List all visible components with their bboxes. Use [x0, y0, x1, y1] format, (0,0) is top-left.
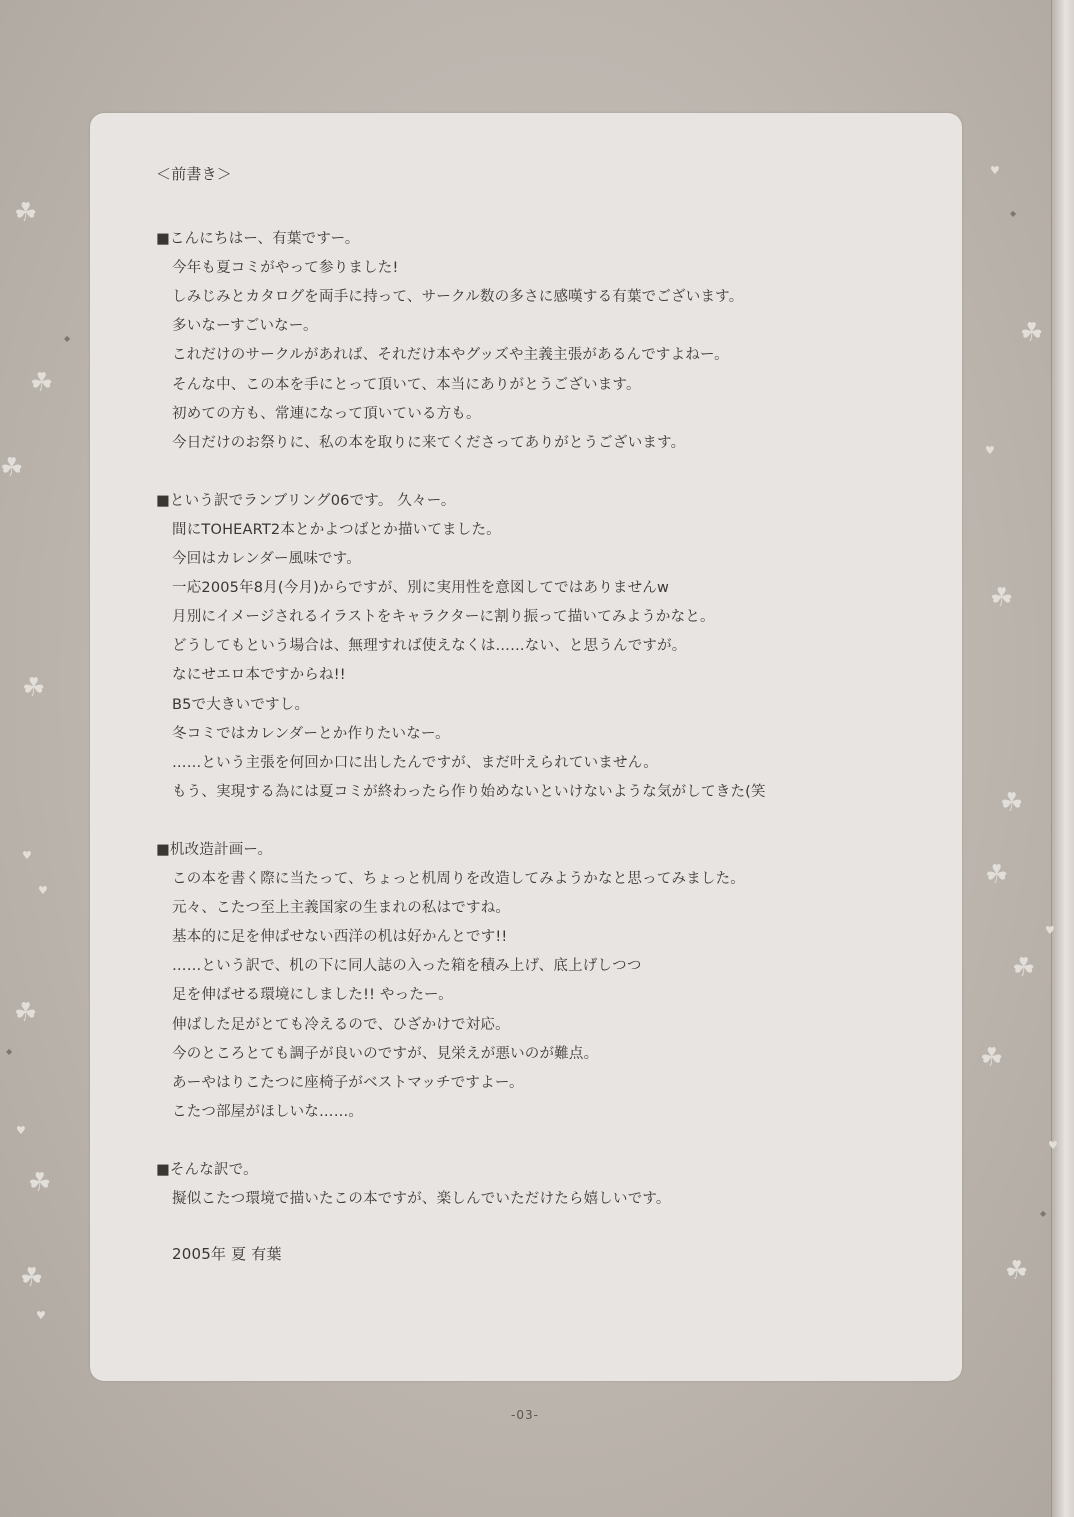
clover-icon: ☘	[990, 583, 1014, 613]
text-line: 間にTOHEART2本とかよつばとか描いてました。	[172, 522, 501, 538]
text-line: 伸ばした足がとても冷えるので、ひざかけで対応。	[172, 1017, 510, 1033]
preface-text	[90, 113, 962, 1381]
paragraph-heading: ■そんな訳で。	[156, 1162, 258, 1178]
dot-icon: ◆	[1010, 209, 1017, 218]
clover-icon: ☘	[1012, 953, 1036, 983]
preface-heading: ＜前書き＞	[156, 165, 233, 183]
text-line: こたつ部屋がほしいな……。	[172, 1104, 364, 1120]
text-line: 元々、こたつ至上主義国家の生まれの私はですね。	[172, 900, 511, 916]
text-line: 多いなーすごいなー。	[172, 318, 318, 334]
text-line: 足を伸ばせる環境にしました!! やったー。	[172, 987, 453, 1003]
dot-icon: ◆	[6, 1047, 13, 1056]
text-line: しみじみとカタログを両手に持って、サークル数の多さに感嘆する有葉でございます。	[172, 289, 744, 305]
text-line: そんな中、この本を手にとって頂いて、本当にありがとうございます。	[172, 377, 641, 393]
heart-icon: ♥	[36, 1309, 46, 1322]
dot-icon: ◆	[1040, 1209, 1047, 1218]
clover-icon: ☘	[1005, 1256, 1029, 1286]
heart-icon: ♥	[990, 164, 1000, 177]
clover-icon: ☘	[20, 1263, 44, 1293]
signature: 2005年 夏 有葉	[172, 1245, 282, 1263]
text-line: 擬似こたつ環境で描いたこの本ですが、楽しんでいただけたら嬉しいです。	[172, 1191, 671, 1207]
clover-icon: ☘	[22, 673, 46, 703]
text-line: B5で大きいですし。	[172, 697, 310, 713]
text-line: 月別にイメージされるイラストをキャラクターに割り振って描いてみようかなと。	[172, 609, 715, 625]
text-line: 初めての方も、常連になって頂いている方も。	[172, 406, 481, 422]
heart-icon: ♥	[22, 849, 32, 862]
text-line: どうしてもという場合は、無理すれば使えなくは……ない、と思うんですが。	[172, 638, 687, 654]
clover-icon: ☘	[1020, 318, 1044, 348]
clover-icon: ☘	[14, 198, 38, 228]
clover-icon: ☘	[985, 860, 1009, 890]
text-line: 今年も夏コミがやって参りました!	[172, 260, 399, 276]
clover-icon: ☘	[980, 1043, 1004, 1073]
heart-icon: ♥	[1048, 1139, 1058, 1152]
text-panel	[90, 113, 962, 1381]
text-line: 一応2005年8月(今月)からですが、別に実用性を意図してではありませんw	[172, 580, 670, 596]
clover-icon: ☘	[0, 453, 24, 483]
page-edge	[1051, 0, 1074, 1517]
text-line: もう、実現する為には夏コミが終わったら作り始めないといけないような気がしてきた(笑	[172, 784, 766, 800]
heart-icon: ♥	[38, 884, 48, 897]
text-line: ……という訳で、机の下に同人誌の入った箱を積み上げ、底上げしつつ	[172, 958, 642, 974]
clover-icon: ☘	[14, 998, 38, 1028]
page-number: -03-	[511, 1408, 539, 1422]
text-line: これだけのサークルがあれば、それだけ本やグッズや主義主張があるんですよねー。	[172, 347, 729, 363]
text-line: ……という主張を何回か口に出したんですが、まだ叶えられていません。	[172, 755, 658, 771]
heart-icon: ♥	[1045, 924, 1055, 937]
clover-icon: ☘	[28, 1168, 52, 1198]
text-line: 冬コミではカレンダーとか作りたいなー。	[172, 726, 450, 742]
text-line: 基本的に足を伸ばせない西洋の机は好かんとです!!	[172, 929, 508, 945]
heart-icon: ♥	[16, 1124, 26, 1137]
text-line: 今のところとても調子が良いのですが、見栄えが悪いのが難点。	[172, 1046, 599, 1062]
paragraph-heading: ■こんにちはー、有葉ですー。	[156, 231, 360, 247]
clover-icon: ☘	[30, 368, 54, 398]
paragraph-heading: ■という訳でランブリング06です。 久々ー。	[156, 493, 456, 509]
heart-icon: ♥	[985, 444, 995, 457]
clover-icon: ☘	[1000, 788, 1024, 818]
dot-icon: ◆	[64, 334, 71, 343]
text-line: 今日だけのお祭りに、私の本を取りに来てくださってありがとうございます。	[172, 435, 686, 451]
text-line: あーやはりこたつに座椅子がベストマッチですよー。	[172, 1075, 524, 1091]
text-line: この本を書く際に当たって、ちょっと机周りを改造してみようかなと思ってみました。	[172, 871, 746, 887]
paragraph-heading: ■机改造計画ー。	[156, 842, 273, 858]
text-line: 今回はカレンダー風味です。	[172, 551, 361, 567]
text-line: なにせエロ本ですからね!!	[172, 667, 346, 683]
